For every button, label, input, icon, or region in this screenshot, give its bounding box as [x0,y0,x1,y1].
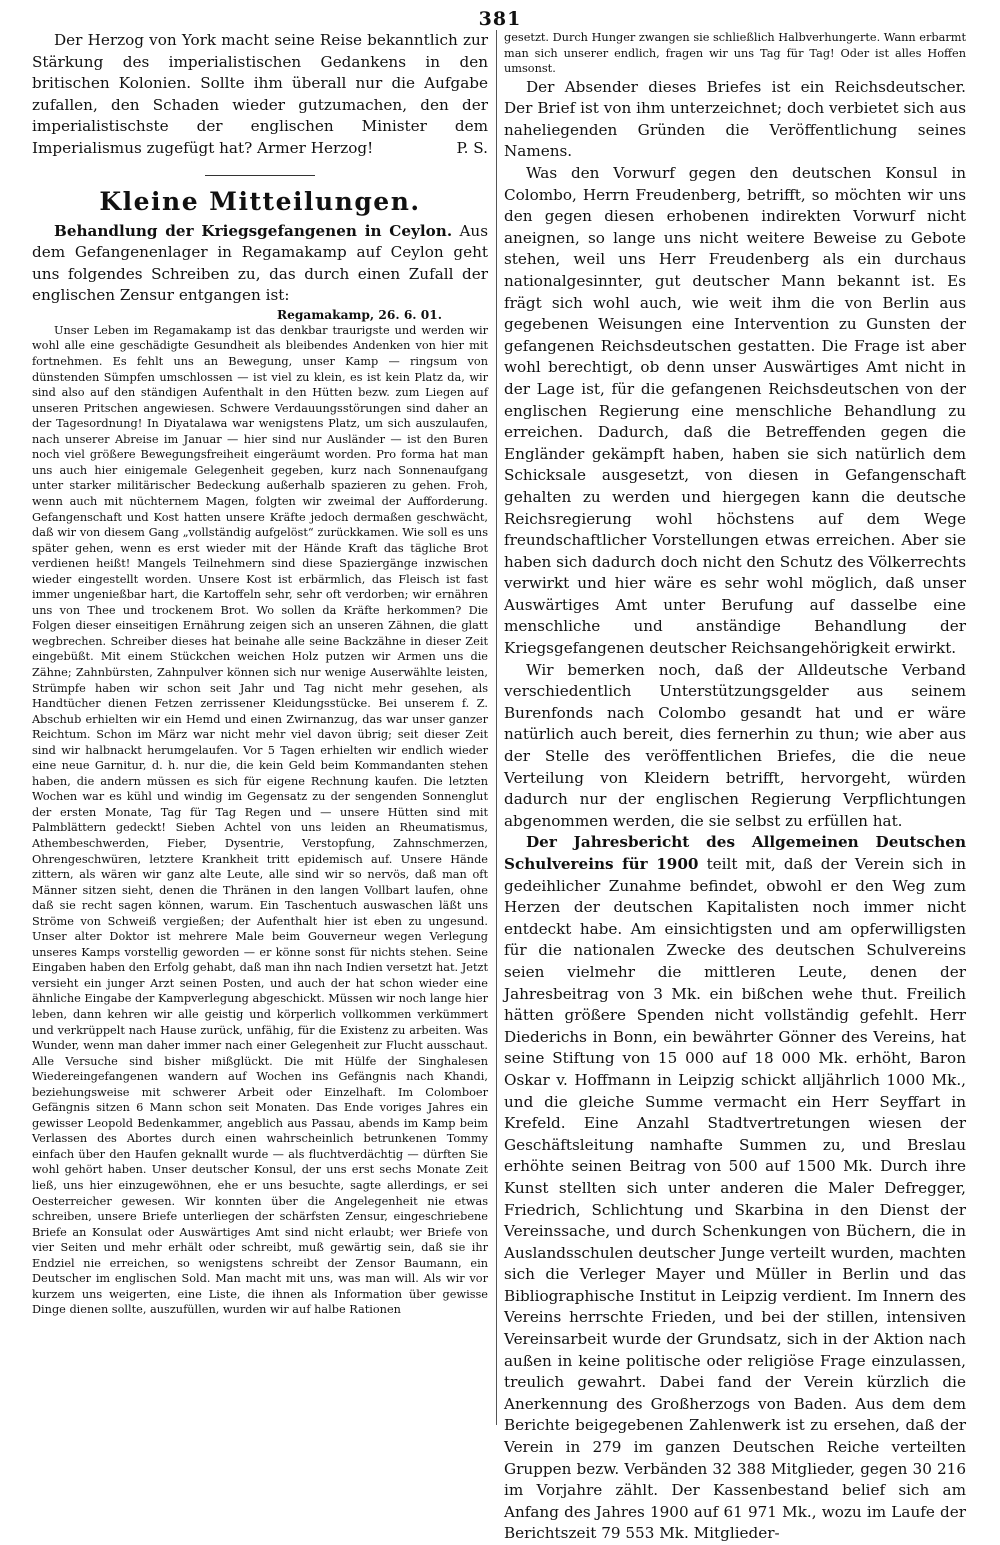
item1-text: Aus dem Gefangenenlager in Regamakamp auf Ceylon geht uns folgendes Schreiben zu, das durch einen Zufall der englischen Zensur entgangen ist: [32,221,489,305]
left-column [32,30,488,1318]
paragraph-alldeutscher-verband: Wir bemerken noch, daß der Alldeutsche Verband verschiedentlich Unterstützungsgelder aus seinem Burenfonds nach Colombo gesandt hat und er wäre natürlich auch bereit, dies fernerhin zu thun; wie aber aus der Stelle des veröffentlichen Briefes, die die neue Verteilung von Kleidern betrifft, hervorgeht, würden dadurch nur der englischen Regierung Verpflichtungen abgenommen werden, die sie selbst zu erfüllen hat. [504,660,966,830]
item1-paragraph [32,221,488,307]
paragraph-consul: Was den Vorwurf gegen den deutschen Konsul in Colombo, Herrn Freudenberg, betrifft, so möchten wir uns den gegen diesen erhobenen indirekten Vorwurf nicht aneignen, so lange uns nicht weitere Beweise zu Gebote stehen, weil uns Herr Freudenberg als ein durchaus nationalgesinnter, gut deutscher Mann bekannt ist. Es frägt sich wohl auch, wie weit ihm die von Berlin aus gegebenen Weisungen eine Intervention zu Gunsten der gefangenen Reichsdeutschen gestatten. Die Frage ist aber wohl berechtigt, ob denn unser Auswärtiges Amt nicht in der Lage ist, für die gefangenen Reichsdeutschen von der englischen Regierung eine menschliche Behandlung zu erreichen. Dadurch, daß die Betreffenden gegen die Engländer gekämpft haben, haben sie sich natürlich dem Schicksale ausgesetzt, von diesen in Gefangenschaft gehalten zu werden und hiergegen kann die deutsche Reichsregierung wohl höchstens auf dem Wege freundschaftlicher Vorstellungen etwas erreichen. Aber sie haben sich dadurch doch nicht den Schutz des Völkerrechts verwirkt und hier wäre es sehr wohl möglich, daß unser Auswärtiges Amt unter Berufung auf dasselbe eine menschliche und anständige Behandlung der Kriegsgefangenen deutscher Reichsangehörigkeit erwirkt. [504,164,966,658]
right-column [504,30,966,1545]
letter-date: Regamakamp, 26. 6. 01. [277,307,442,322]
schulverein-text: teilt mit, daß der Verein sich in gedeihlicher Zunahme befindet, obwohl er den Weg zum Herzen der deutschen Kapitalisten noch immer nicht entdeckt habe. Am einsichtigsten und am opferwilligsten für die nationalen Zwecke des deutschen Schulvereins seien vielmehr die mittleren Leute, denen der Jahresbeitrag von 3 Mk. ein bißchen wehe thut. Freilich hätten größere Spenden nicht vollständig gefehlt. Herr Diederichs in Bonn, ein bewährter Gönner des Vereins, hat seine Stiftung von 15 000 auf 18 000 Mk. erhöht, Baron Oskar v. Hoffmann in Leipzig schickt alljährlich 1000 Mk., und die gleiche Summe vermacht ein Herr Seyffart in Krefeld. Eine Anzahl Stadtvertretungen wiesen der Geschäftsleitung namhafte Summen zu, und Breslau erhöhte seinen Beitrag von 500 auf 1500 Mk. Durch ihre Kunst stellten sich unter anderen die Maler Defregger, Friedrich, Schlichtung und Skarbina in den Dienst der Vereinssache, und durch Schenkungen von Büchern, die in Auslandsschulen deutscher Junge verteilt wurden, machten sich die Verleger Mayer und Müller in Berlin und das Bibliographische Institut in Leipzig verdient. Im Innern des Vereins herrschte Frieden, und bei der stillen, intensiven Vereinsarbeit wurde der Grundsatz, sich in der Aktion nach außen in keine politische oder religiöse Frage einzulassen, treulich gewahrt. Dabei fand der Verein kürzlich die Anerkennung des Großherzogs von Baden. Aus dem dem Berichte beigegebenen Zahlenwerk ist zu ersehen, daß der Verein in 279 im ganzen Deutschen Reiche verteilten Gruppen bezw. Verbänden 32 388 Mitglieder, gegen 30 216 im Vorjahre zählt. Der Kassenbestand belief sich am Anfang des Jahres 1900 auf 61 971 Mk., wozu im Laufe der Berichtszeit 79 553 Mk. Mitglieder- [504,855,967,1543]
letter-end: gesetzt. Durch Hunger zwangen sie schließlich Halbverhungerte. Wann erbarmt man sich unserer endlich, fragen wir uns Tag für Tag! Oder ist alles Hoffen umsonst. [504,31,966,76]
item1-heading: Behandlung der Kriegsgefangenen in Ceylon. [54,221,453,240]
paragraph-schulverein [504,832,966,1545]
page-number: 381 [478,8,522,30]
section-title: Kleine Mitteilungen. [99,186,421,216]
divider [205,175,315,176]
signature: P. S. [456,138,488,157]
letter-text: Unser Leben im Regamakamp ist das denkbar traurigste und werden wir wohl alle eine geschädigte Gesundheit als bleibendes Andenken von hier mit fortnehmen. Es fehlt uns an Bewegung, unser Kamp — ringsum von dünstenden Sümpfen umschlossen — ist viel zu klein, es ist kein Platz da, wir sind also auf den ständigen Aufenthalt in den Hütten bezw. zum Liegen auf unseren Pritschen angewiesen. Schwere Verdauungsstörungen sind daher an der Tagesordnung! In Diyatalawa war wenigstens Platz, um sich auszulaufen, nach unserer Abreise im Januar — hier sind nur Ausländer — ist den Buren noch viel größere Bewegungsfreiheit eingeräumt worden. Pro forma hat man uns auch hier einigemale Gelegenheit gegeben, kurz nach Sonnenaufgang unter starker militärischer Bedeckung außerhalb spazieren zu gehen. Froh, wenn auch mit nüchternem Magen, folgten wir zweimal der Aufforderung. Gefangenschaft und Kost hatten unsere Kräfte jedoch dermaßen geschwächt, daß wir von diesem Gang „vollständig aufgelöst“ zurückkamen. Wie soll es uns später gehen, wenn es erst wieder mit der Hände Kraft das tägliche Brot verdienen heißt! Mangels Teilnehmern sind diese Spaziergänge inzwischen wieder eingestellt worden. Unsere Kost ist erbärmlich, das Fleisch ist fast immer ungenießbar hart, die Kartoffeln sehr, sehr oft verdorben; wir ernähren uns von Thee und trockenem Brot. Wo sollen da Kräfte herkommen? Die Folgen dieser einseitigen Ernährung zeigen sich an unseren Zähnen, die glatt wegbrechen. Schreiber dieses hat beinahe alle seine Backzähne in dieser Zeit eingebüßt. Mit einem Stückchen weichen Holz putzen wir Armen uns die Zähne; Zahnbürsten, Zahnpulver können sich nur wenige Auserwählte leisten, Strümpfe haben wir schon seit Jahr und Tag nicht mehr gesehen, als Handtücher dienen Fetzen zerrissener Kleidungsstücke. Bei unserem f. Z. Abschub erhielten wir ein Hemd und einen Zwirnanzug, das war unser ganzer Reichtum. Schon im März war nicht mehr viel davon übrig; seit dieser Zeit sind wir halbnackt herumgelaufen. Vor 5 Tagen erhielten wir endlich wieder eine neue Garnitur, d. h. nur die, die kein Geld beim Kommandanten stehen haben, die andern müssen es sich für eigene Rechnung kaufen. Die letzten Wochen war es kühl und windig im Gegensatz zu der sengenden Sonnenglut der ersten Monate, Tag für Tag Regen und — unsere Hütten sind mit Palmblättern gedeckt! Sieben Achtel von uns leiden an Rheumatismus, Athembeschwerden, Fieber, Dysentrie, Verstopfung, Zahnschmerzen, Ohrengeschwüren, letztere Krankheit tritt epidemisch auf. Unsere Hände zittern, als wären wir ganz alte Leute, alle sind wir so nervös, daß man oft Männer sitzen sieht, denen die Thränen in den langen Vollbart laufen, ohne daß sie recht sagen können, warum. Ein Taschentuch auswaschen läßt uns Ströme von Schweiß vergießen; der Aufenthalt hier ist eben zu ungesund. Unser alter Doktor ist mehrere Male beim Gouverneur wegen Verlegung unseres Kamps vorstellig geworden — er könne sonst für nichts stehen. Seine Eingaben haben den Erfolg gehabt, daß man ihn nach Indien versetzt hat. Jetzt versieht ein junger Arzt seinen Posten, und auch der hat schon wieder eine ähnliche Eingabe der Kampverlegung abgeschickt. Müssen wir noch lange hier leben, dann kehren wir alle geistig und körperlich vollkommen verkümmert und verkrüppelt nach Hause zurück, unfähig, für die Existenz zu arbeiten. Was Wunder, wenn man daher immer nach einer Gelegenheit zur Flucht ausschaut. Alle Versuche sind bisher mißglückt. Die mit Hülfe der Singhalesen Wiedereingefangenen wandern auf Wochen ins Gefängnis nach Khandi, beziehungsweise mit schwerer Arbeit oder Einzelhaft. Im Colomboer Gefängnis sitzen 6 Mann schon seit Monaten. Das Ende voriges Jahres ein gewisser Leopold Bedenkammer, angeblich aus Passau, abends im Kamp beim Verlassen des Abortes durch einen wahrscheinlich betrunkenen Tommy einfach über den Haufen geknallt wurde — als fluchtverdächtig — dürften Sie wohl gehört haben. Unser deutscher Konsul, der uns erst sechs Monate Zeit ließ, uns hier einzugewöhnen, ehe er uns besuchte, sagte allerdings, er sei Oesterreicher gewesen. Wir konnten über die Angelegenheit nie etwas schreiben, unsere Briefe unterliegen der schärfsten Zensur, eingeschriebene Briefe an Konsulat oder Auswärtiges Amt sind nicht erlaubt; wer Briefe von vier Seiten und mehr erhält oder schreibt, muß gewärtig sein, daß sie ihr Endziel nie erreichen, so wenigstens schreibt der Zensor Baumann, ein Deutscher im englischen Sold. Man macht mit uns, was man will. Als wir vor kurzem uns weigerten, eine Liste, die ihnen als Information über gewisse Dinge dienen sollte, auszufüllen, wurden wir auf halbe Rationen [32,323,488,1317]
intro-paragraph [32,30,488,160]
schulverein-heading: Der Jahresbericht des Allgemeinen Deutschen Schulvereins für 1900 [504,833,966,874]
intro-text: Der Herzog von York macht seine Reise bekanntlich zur Stärkung des imperialistischen Gedankens in den britischen Kolonien. Sollte ihm überall nur die Aufgabe zufallen, den Schaden wieder gutzumachen, den der imperialistischste der englischen Minister dem Imperialismus zugefügt hat? Armer Herzog! [32,31,488,157]
column-rule [496,30,497,1425]
paragraph-sender: Der Absender dieses Briefes ist ein Reichsdeutscher. Der Brief ist von ihm unterzeichnet; doch verbietet sich aus naheliegenden Gründen die Veröffentlichung seines Namens. [504,77,966,161]
